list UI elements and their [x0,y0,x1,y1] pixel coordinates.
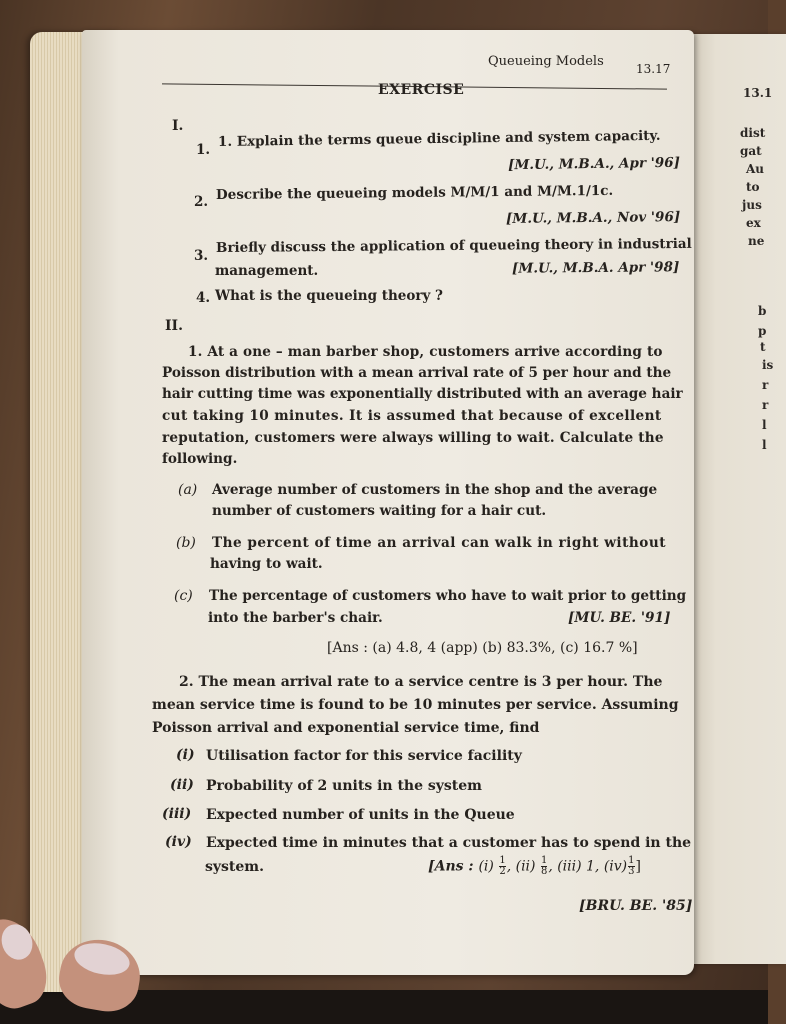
problem-one-line: 1. At a one – man barber shop, customers arrive according to [188,344,663,360]
answer-part: , (ii) [506,858,536,875]
problem-two-line: Poisson arrival and exponential service time, find [152,720,540,736]
page-number: 13.17 [636,62,671,76]
problem-one-line: following. [162,451,238,467]
next-page-fragment: dist [740,126,766,140]
part-text: Average number of customers in the shop and the average [212,482,658,498]
part-label: (iii) [162,806,192,822]
answer-suffix: ] [635,858,641,875]
problem-two-line: mean service time is found to be 10 minutes per service. Assuming [152,697,679,713]
item-text: Briefly discuss the application of queueing theory in industrial [215,235,692,256]
next-page-fragment: Au [746,162,765,176]
fraction-denominator: 3 [628,866,635,877]
next-page-fragment: jus [742,198,762,212]
item-reference: [M.U., M.B.A., Nov '96] [505,209,681,227]
next-page-fragment: l [762,418,767,432]
section-two-label: II. [165,318,183,334]
part-label: (a) [178,482,198,498]
part-text: Utilisation factor for this service facility [206,748,522,764]
next-page-fragment: l [762,438,767,452]
section-one-label: I. [172,118,184,134]
item-text: What is the queueing theory ? [215,288,443,304]
problem-two-reference: [BRU. BE. '85] [579,898,693,914]
answer-part: , (iii) 1, (iv) [548,858,628,875]
item-text: Describe the queueing models M/M/1 and M/M.1/1c. [215,182,614,203]
fraction-numerator: 1 [540,855,548,866]
next-page-header: 13.1 [743,86,773,100]
next-page-fragment: ex [746,216,761,230]
item-number: 1. [196,142,211,158]
answer-fraction [628,856,634,877]
next-page [686,34,786,964]
next-page-fragment: p [758,324,767,338]
part-text: Expected number of units in the Queue [206,807,515,823]
part-text: The percent of time an arrival can walk in right without [212,535,666,551]
next-page-fragment: gat [740,144,762,158]
item-text: 1. Explain the terms queue discipline and system capacity. [217,127,661,150]
problem-two-line: 2. The mean arrival rate to a service centre is 3 per hour. The [179,674,663,690]
answer-fraction [541,856,547,877]
part-reference: [MU. BE. '91] [568,610,671,626]
part-text: Expected time in minutes that a customer has to spend in the [206,835,692,851]
next-page-fragment: to [746,180,760,194]
item-number: 2. [194,194,209,210]
problem-one-line: reputation, customers were always willing to wait. Calculate the [162,430,664,446]
part-text: number of customers waiting for a hair cut. [212,503,547,519]
part-text: The percentage of customers who have to wait prior to getting [209,588,687,604]
item-text-continued: management. [215,263,319,279]
part-text: system. [205,859,264,875]
fraction-numerator: 1 [499,855,506,866]
answer-fraction [499,856,505,877]
problem-two-answer [428,856,641,877]
fraction-denominator: 8 [540,866,548,877]
part-text: into the barber's chair. [208,610,383,626]
fraction-denominator: 2 [499,866,506,877]
part-label: (ii) [170,777,194,793]
item-reference: [M.U., M.B.A., Apr '96] [507,154,681,174]
item-number: 4. [196,290,211,306]
problem-one-answer: [Ans : (a) 4.8, 4 (app) (b) 83.3%, (c) 16.7 %] [327,640,638,656]
part-text: having to wait. [210,556,323,572]
item-number: 3. [194,248,209,264]
part-label: (b) [176,535,196,551]
part-label: (iv) [165,834,192,850]
problem-one-line: Poisson distribution with a mean arrival rate of 5 per hour and the [162,365,672,381]
next-page-fragment: ne [748,234,765,248]
answer-prefix: [Ans : [428,858,479,875]
running-title: Queueing Models [488,54,604,69]
part-label: (c) [174,588,193,604]
fraction-numerator: 1 [628,855,635,866]
next-page-fragment: is [762,358,774,372]
problem-one-line: hair cutting time was exponentially distributed with an average hair [162,386,683,402]
answer-part: (i) [478,858,494,875]
problem-one-line: cut taking 10 minutes. It is assumed that because of excellent [162,408,662,424]
next-page-fragment: r [762,378,769,392]
next-page-fragment: r [762,398,769,412]
part-text: Probability of 2 units in the system [206,778,482,794]
part-label: (i) [176,747,195,763]
exercise-title: EXERCISE [378,82,465,98]
item-reference: [M.U., M.B.A. Apr '98] [511,259,680,277]
next-page-fragment: b [758,304,767,318]
next-page-fragment: t [760,340,766,354]
